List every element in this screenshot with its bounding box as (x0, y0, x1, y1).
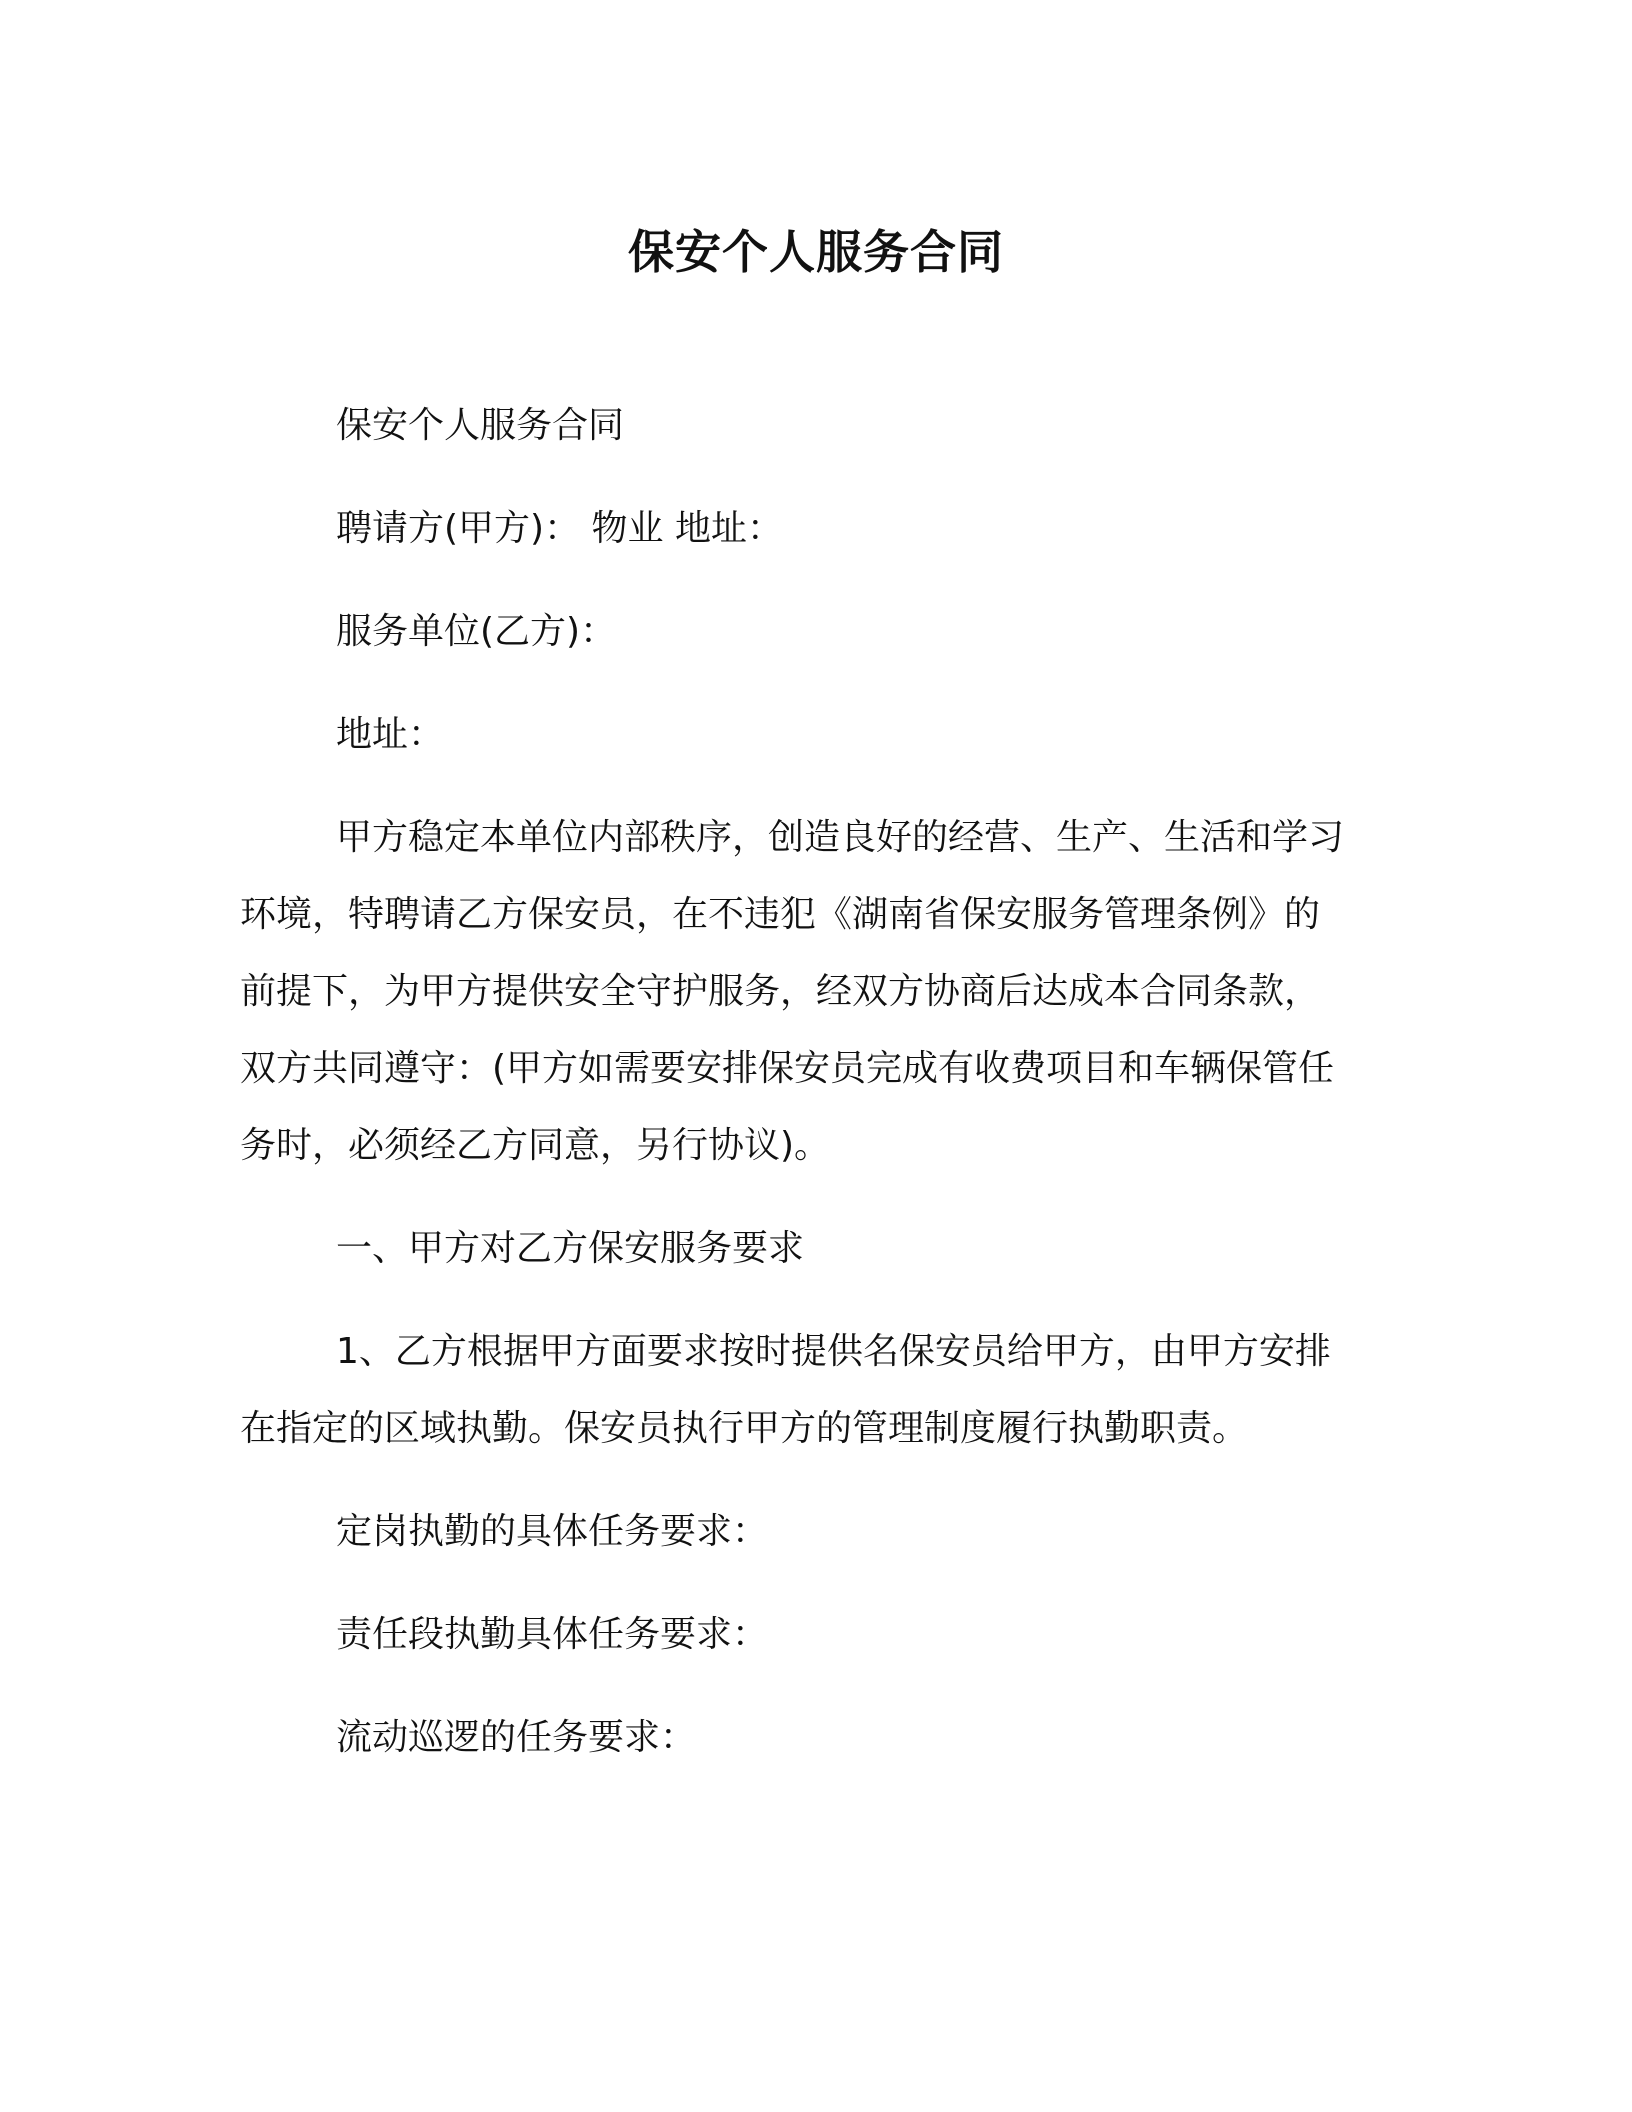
intro-line-4: 双方共同遵守：(甲方如需要安排保安员完成有收费项目和车辆保管任 (240, 1048, 1335, 1089)
fixed-post-line: 定岗执勤的具体任务要求： (336, 1511, 769, 1552)
document-title: 保安个人服务合同 (628, 225, 1004, 279)
party-b-line: 服务单位(乙方)： (336, 611, 617, 652)
intro-line-3: 前提下，为甲方提供安全守护服务，经双方协商后达成本合同条款， (240, 971, 1321, 1012)
party-a-line: 聘请方(甲方)： 物业 地址： (336, 508, 783, 549)
subtitle-line: 保安个人服务合同 (336, 405, 625, 446)
address-line: 地址： (336, 714, 445, 755)
clause-1-line-2: 在指定的区域执勤。保安员执行甲方的管理制度履行执勤职责。 (240, 1408, 1249, 1449)
intro-line-1: 甲方稳定本单位内部秩序，创造良好的经营、生产、生活和学习 (336, 817, 1345, 858)
section-duty-line: 责任段执勤具体任务要求： (336, 1614, 769, 1655)
intro-line-5: 务时，必须经乙方同意，另行协议)。 (240, 1125, 831, 1166)
section-1-heading: 一、甲方对乙方保安服务要求 (336, 1228, 805, 1269)
patrol-line: 流动巡逻的任务要求： (336, 1717, 697, 1758)
clause-1-line-1: 1、乙方根据甲方面要求按时提供名保安员给甲方，由甲方安排 (336, 1331, 1331, 1372)
intro-line-2: 环境，特聘请乙方保安员，在不违犯《湖南省保安服务管理条例》的 (240, 894, 1321, 935)
